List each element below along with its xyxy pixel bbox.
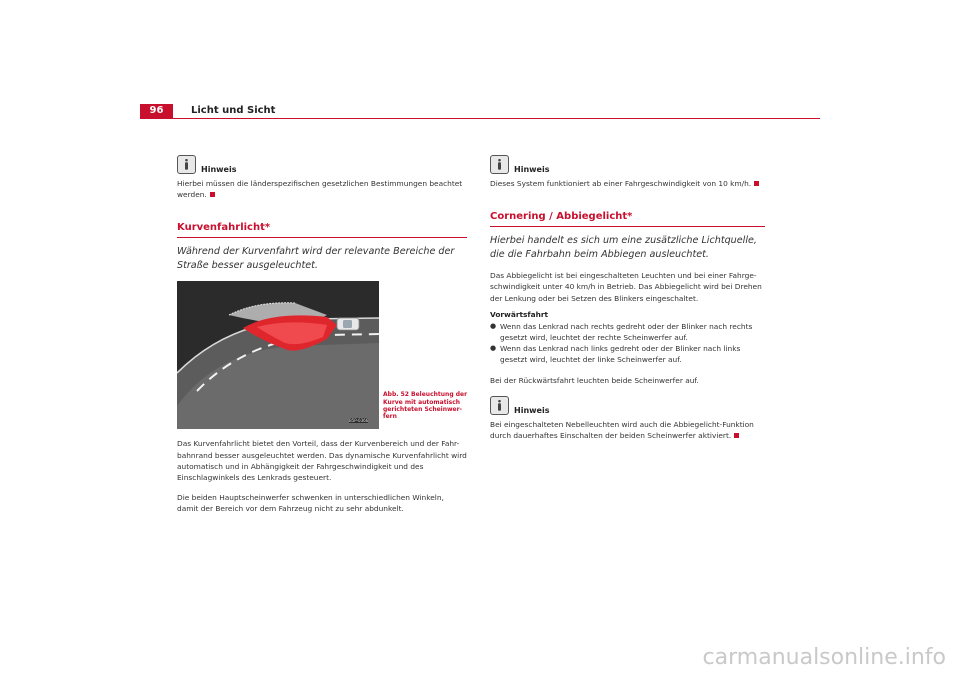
info-hand-icon bbox=[177, 155, 196, 174]
paragraph: Das Kurvenfahrlicht bietet den Vorteil, dass der Kurvenbereich und der Fahr-bahnrand besser ausgeleuchtet werden. Das dynamische Kurvenfahrlicht wird automatisch und in Abhängigkeit der Fahrgeschwindigkeit und des Einschlagwinkels des Lenkrads gesteuert. bbox=[177, 439, 467, 483]
bullet-icon: ● bbox=[490, 344, 497, 353]
note-text: Dieses System funktioniert ab einer Fahrgeschwindigkeit von 10 km/h. bbox=[490, 178, 765, 189]
paragraph: Die beiden Hauptscheinwerfer schwenken in unterschiedlichen Winkeln, damit der Bereich vor dem Fahrzeug nicht zu sehr abdunkelt. bbox=[177, 493, 444, 514]
section-subtitle: Hierbei handelt es sich um eine zusätzliche Lichtquelle, die die Fahrbahn beim Abbiegen ausleuchtet. bbox=[490, 235, 757, 261]
paragraph: Bei der Rückwärtsfahrt leuchten beide Scheinwerfer auf. bbox=[490, 375, 699, 385]
end-mark-icon bbox=[734, 433, 739, 438]
intro-paragraph: Das Abbiegelicht ist bei eingeschalteten Leuchten und bei einer Fahrge-schwindigkeit unter 40 km/h in Betrieb. Das Abbiegelicht wird bei Drehen der Lenkung oder bei Setzen des Blinkers eingeschaltet. bbox=[490, 271, 762, 303]
list-item: ● Wenn das Lenkrad nach rechts gedreht oder der Blinker nach rechts gesetzt wird, leuchtet der rechte Scheinwerfer auf. bbox=[490, 321, 753, 343]
note-label: Hinweis bbox=[514, 165, 550, 174]
list-item: ● Wenn das Lenkrad nach links gedreht oder der Blinker nach links gesetzt wird, leuchtet der linke Scheinwerfer auf. bbox=[490, 344, 741, 365]
subheading: Vorwärtsfahrt bbox=[490, 309, 549, 319]
note-heading bbox=[177, 155, 467, 174]
header-divider bbox=[140, 118, 820, 119]
right-column bbox=[490, 155, 765, 441]
note-heading bbox=[490, 396, 765, 415]
note-heading bbox=[490, 155, 765, 174]
bullet-icon: ● bbox=[490, 321, 497, 330]
note-text: Hierbei müssen die länderspezifischen gesetzlichen Bestimmungen beachtet werden. bbox=[177, 179, 463, 200]
end-mark-icon bbox=[210, 192, 215, 197]
info-hand-icon bbox=[490, 396, 509, 415]
info-hand-icon bbox=[490, 155, 509, 174]
section-title: Kurvenfahrlicht* bbox=[177, 222, 467, 238]
watermark: carmanualsonline.info bbox=[702, 645, 946, 670]
note-text: Bei eingeschalteten Nebelleuchten wird auch die Abbiegelicht-Funktion durch dauerhaftes Einschalten der beiden Scheinwerfer aktiviert. bbox=[490, 419, 754, 441]
curve-light-illustration bbox=[177, 281, 379, 429]
note-label: Hinweis bbox=[514, 405, 550, 415]
page-number: 96 bbox=[140, 104, 173, 118]
section-subtitle: Während der Kurvenfahrt wird der relevante Bereiche der Straße besser ausgeleuchtet. bbox=[177, 246, 455, 272]
figure-caption: Abb. 52 Beleuchtung der Kurve mit automatisch gerichteten Scheinwer-fern bbox=[383, 391, 468, 421]
page-header-title: Licht und Sicht bbox=[191, 105, 276, 116]
figure-row bbox=[177, 281, 467, 429]
end-mark-icon bbox=[754, 181, 759, 186]
section-title: Cornering / Abbiegelicht* bbox=[490, 211, 765, 227]
left-column bbox=[177, 155, 467, 515]
note-label: Hinweis bbox=[201, 165, 237, 174]
figure-code: B5P-0366 bbox=[349, 418, 369, 424]
